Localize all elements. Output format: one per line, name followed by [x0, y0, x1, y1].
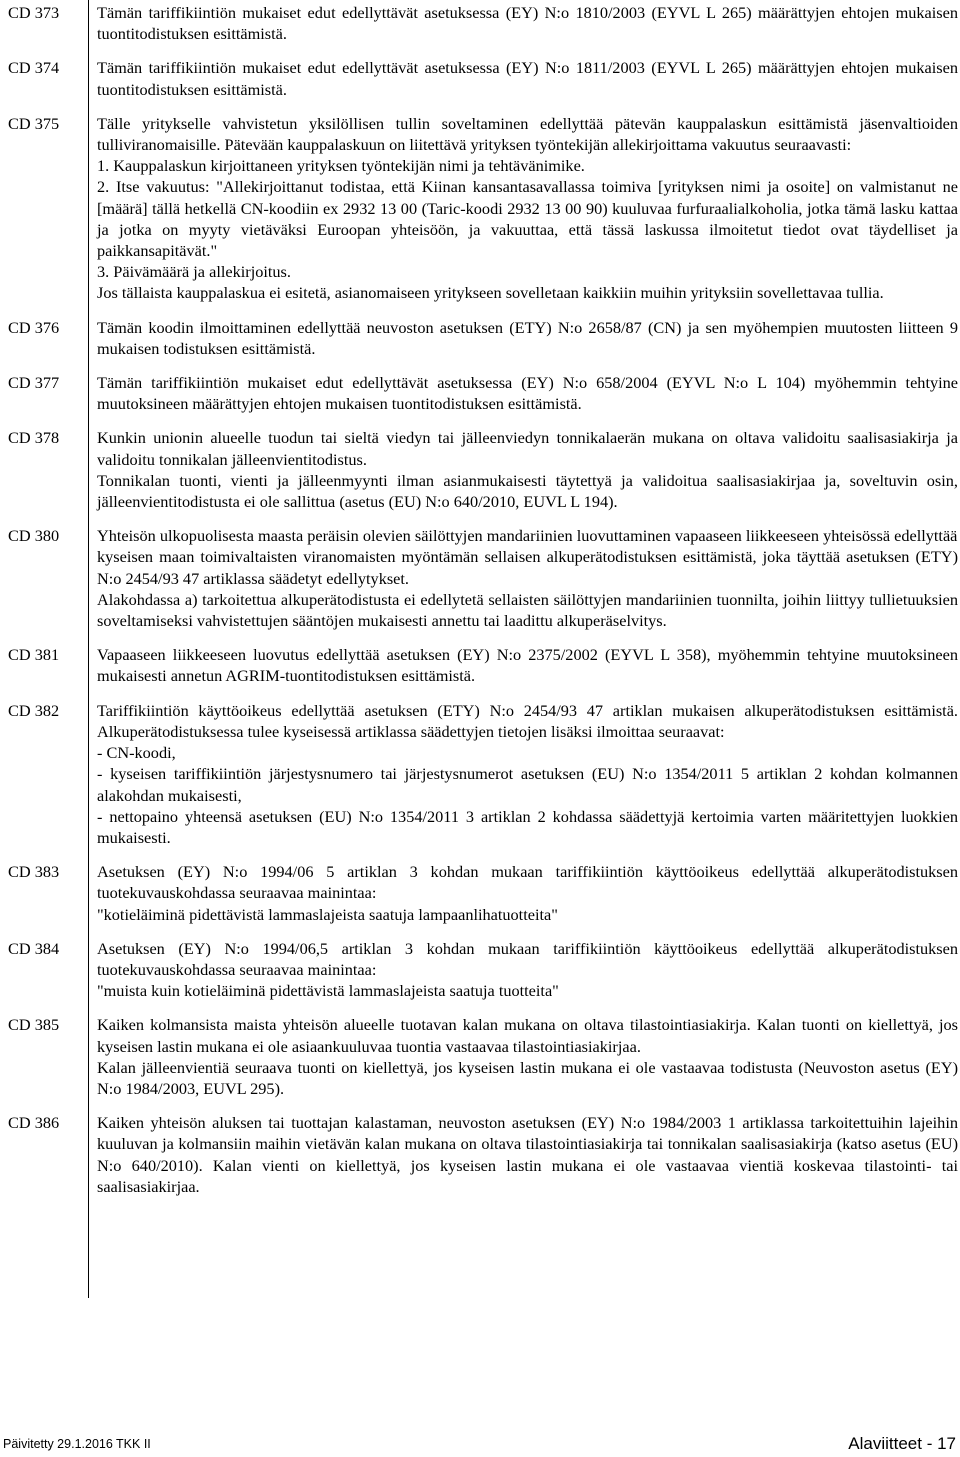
footnote-entry — [0, 372, 960, 414]
footnote-code: CD 386 — [8, 1113, 60, 1133]
footnote-paragraph: Tonnikalan tuonti, vienti ja jälleenmyynti ilman asianmukaisesti täytettyä ja validoitua saalisasiakirjaa ja, soveltuvin osin, jälleenvientitodistusta ei ole sallittua (asetus (EU) N:o 640/2010, EUVL L 194). — [97, 470, 958, 512]
footnote-entry — [0, 57, 960, 99]
footnote-entry — [0, 700, 960, 848]
footnote-paragraph: 3. Päivämäärä ja allekirjoitus. — [97, 262, 291, 282]
footnote-code: CD 374 — [8, 58, 60, 78]
footnote-entry — [0, 525, 960, 631]
footnote-code: CD 384 — [8, 938, 60, 958]
footnote-paragraph: Asetuksen (EY) N:o 1994/06,5 artiklan 3 kohdan mukaan tariffikiintiön käyttöoikeus edellyttää alkuperätodistuksen tuotekuvauskohdassa seuraavaa mainintaa: — [97, 938, 958, 979]
footnote-paragraph: "kotieläiminä pidettävistä lammaslajeista saatuja lampaanlihatuotteita" — [97, 904, 558, 924]
footnote-body — [97, 644, 958, 686]
footnote-paragraph: Tämän tariffikiintiön mukaiset edut edellyttävät asetuksessa (EY) N:o 1811/2003 (EYVL L 265) määrättyjen ehtojen mukaisen tuontitodistuksen esittämistä. — [97, 58, 958, 99]
footnote-paragraph: "muista kuin kotieläiminä pidettävistä lammaslajeista saatuja tuotteita" — [97, 981, 559, 1001]
footnote-code: CD 383 — [8, 862, 60, 882]
footnote-code: CD 381 — [8, 645, 60, 665]
footnote-paragraph: 1. Kauppalaskun kirjoittaneen yrityksen työntekijän nimi ja tehtävänimike. — [97, 156, 585, 176]
footnote-paragraph: Tälle yritykselle vahvistetun yksilöllisen tullin soveltaminen edellyttää pätevän kauppalaskun esittämistä jäsenvaltioiden tulliviranomaisille. Pätevään kauppalaskuun on liitettävä yrityksen työntekijän allekirjoittama vakuutus seuraavasti: — [97, 113, 958, 155]
footnote-body — [97, 1014, 958, 1099]
footnote-body — [97, 57, 958, 99]
footnote-body — [97, 861, 958, 925]
footnote-entry — [0, 1112, 960, 1197]
footnote-paragraph: - CN-koodi, — [97, 743, 176, 763]
footnote-body — [97, 372, 958, 414]
footnote-entry — [0, 427, 960, 512]
footnote-code: CD 373 — [8, 3, 60, 22]
footnote-paragraph: Kalan jälleenvientiä seuraava tuonti on kiellettyä, jos kyseisen lastin mukana ei ole vastaavaa todistusta (Neuvoston asetus (EY) N:o 1984/2003, EUVL 295). — [97, 1057, 958, 1098]
footnote-paragraph: Tämän koodin ilmoittaminen edellyttää neuvoston asetuksen (ETY) N:o 2658/87 (CN) ja sen myöhempien muutosten liitteen 9 mukaisen todistuksen esittämistä. — [97, 317, 958, 358]
footnote-paragraph: Kaiken kolmansista maista yhteisön alueelle tuotavan kalan mukana on oltava tilastointiasiakirja. Kalan tuonti on kiellettyä, jos kyseisen lastin mukana ei ole asiaankuuluvaa tuontia vastaavaa tilastointiasiakirjaa. — [97, 1015, 958, 1056]
footnote-code: CD 382 — [8, 700, 60, 720]
footnote-paragraph: Jos tällaista kauppalaskua ei esitetä, asianomaiseen yritykseen sovelletaan kaikkiin muihin yrityksiin sovellettavaa tullia. — [97, 283, 884, 303]
footnote-code: CD 377 — [8, 373, 60, 393]
footnote-paragraph: Yhteisön ulkopuolisesta maasta peräisin olevien säilöttyjen mandariinien luovuttaminen vapaaseen liikkeeseen yhteisössä edellyttää — [97, 526, 958, 546]
footnote-paragraph: - nettopaino yhteensä asetuksen (EU) N:o 1354/2011 3 artiklan 2 kohdassa säädettyjä kertoimia varten määritettyjen luokkien mukaisesti. — [97, 806, 958, 847]
footnote-paragraph: Alakohdassa a) tarkoitettua alkuperätodistusta ei edellytetä sellaisten säilöttyjen mandariinien tuonnilta, joihin liittyy tullietuuksien soveltamiseksi vahvistettujen sääntöjen mukaisesti annettu tai laadittu alkuperäselvitys. — [97, 589, 958, 631]
footnote-paragraph: Tariffikiintiön käyttöoikeus edellyttää asetuksen (ETY) N:o 2454/93 47 artiklan mukaisen alkuperätodistuksen esittämistä. Alkuperätodistuksessa tulee kyseisessä artiklassa säädettyjen tietojen lisäksi ilmoittaa seuraavat: — [97, 700, 958, 741]
footnote-body — [97, 113, 958, 304]
footnote-paragraph: Tämän tariffikiintiön mukaiset edut edellyttävät asetuksessa (EY) N:o 658/2004 (EYVL N:o L 104) myöhemmin tehtyine muutoksineen määrättyjen ehtojen mukaisen tuontitodistuksen esittämistä. — [97, 373, 958, 414]
footnote-entry — [0, 644, 960, 686]
footnote-entry — [0, 1014, 960, 1099]
footer-updated-date: Päivitetty 29.1.2016 TKK II — [3, 1437, 151, 1451]
footnote-body — [97, 700, 958, 848]
footnote-paragraph: 2. Itse vakuutus: "Allekirjoittanut todistaa, että Kiinan kansantasavallassa toimiva [yrityksen nimi ja osoite] on valmistanut ne [määrä] tällä hetkellä CN-koodiin ex 2932 13 00 (Taric-koodi 2932 13 00 90) kuuluvaa furfuraalialkoholia, jotka tämä lasku kattaa ja jotka on myyty vietäväksi Euroopan yhteisöön, ja vakuuttaa, että tässä laskussa ilmoitetut tiedot ovat täydelliset ja paikkansapitävät." — [97, 177, 958, 261]
footnote-body — [97, 938, 958, 1002]
footnote-entry — [0, 861, 960, 925]
footnote-paragraph: Tämän tariffikiintiön mukaiset edut edellyttävät asetuksessa (EY) N:o 1810/2003 (EYVL L 265) määrättyjen ehtojen mukaisen tuontitodistuksen esittämistä. — [97, 3, 958, 44]
footnote-code: CD 375 — [8, 113, 60, 133]
footnote-paragraph: Vapaaseen liikkeeseen luovutus edellyttää asetuksen (EY) N:o 2375/2002 (EYVL L 358), myöhemmin tehtyine muutoksineen mukaisesti annetun AGRIM-tuontitodistuksen esittämistä. — [97, 645, 958, 686]
footnote-entry — [0, 2, 960, 44]
footnote-paragraph: Kunkin unionin alueelle tuodun tai sieltä viedyn tai jälleenviedyn tonnikalaerän mukana on oltava validoitu saalisasiakirja ja validoitu tonnikalan jälleenvientitodistus. — [97, 428, 958, 469]
footnote-code: CD 378 — [8, 428, 60, 448]
footnote-body — [97, 1112, 958, 1197]
footnote-body — [97, 2, 958, 44]
footnote-paragraph: - kyseisen tariffikiintiön järjestysnumero tai järjestysnumerot asetuksen (EU) N:o 1354/2011 5 artiklan 2 kohdan kolmannen alakohdan mukaisesti, — [97, 764, 958, 805]
footnote-body — [97, 427, 958, 512]
footnote-code: CD 380 — [8, 526, 60, 546]
footnote-paragraph: Kaiken yhteisön aluksen tai tuottajan kalastaman, neuvoston asetuksen (EY) N:o 1984/2003 1 artiklassa tarkoitettuihin lajeihin kuuluvan ja kolmansiin maihin vietävän kalan mukana on oltava tilastointiasiakirja tai tonnikalan saalisasiakirja (katso asetus (EU) N:o 640/2010). Kalan vienti on kiellettyä, jos kyseisen lastin mukana ei ole vastaavaa vientiä koskevaa tilastointi- tai saalisasiakirjaa. — [97, 1113, 958, 1196]
footnote-code: CD 376 — [8, 317, 60, 337]
footnote-entry — [0, 113, 960, 304]
footnote-paragraph: kyseisen maan toimivaltaisten viranomaisten myöntämän sellaisen alkuperätodistuksen esittämistä, joka täyttää asetuksen (ETY) N:o 2454/93 47 artiklassa säädetyt edellytykset. — [97, 547, 958, 588]
footnote-code: CD 385 — [8, 1015, 60, 1035]
footnote-entry — [0, 938, 960, 1002]
footnote-body — [97, 317, 958, 359]
footnote-body — [97, 525, 958, 631]
footnote-list — [0, 2, 960, 1210]
footnote-paragraph: Asetuksen (EY) N:o 1994/06 5 artiklan 3 kohdan mukaan tariffikiintiön käyttöoikeus edellyttää alkuperätodistuksen tuotekuvauskohdassa seuraavaa mainintaa: — [97, 862, 958, 903]
footnote-entry — [0, 317, 960, 359]
footer-page-label: Alaviitteet - 17 — [848, 1434, 956, 1453]
